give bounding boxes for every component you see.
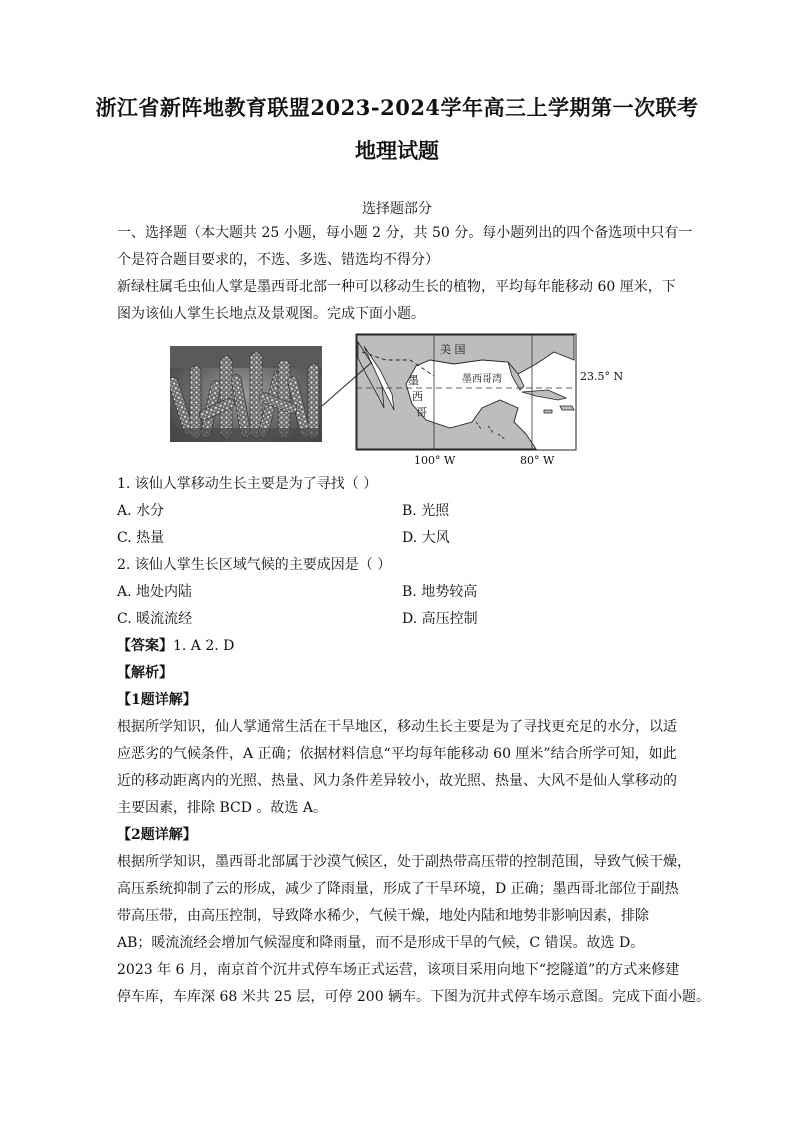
map-label-mexico-1: 墨 (408, 374, 419, 387)
exam-subtitle: 地理试题 (355, 138, 439, 163)
q2-option-a: A. 地处内陆 (117, 584, 193, 600)
next-question-line-2: 停车库，车库深 68 米共 25 层，可停 200 辆车。下图为沉井式停车场示意图。完成下面小题。 (117, 989, 711, 1005)
q1-stem: 1. 该仙人掌移动生长主要是为了寻找（ ） (117, 476, 378, 492)
next-question-line-1: 2023 年 6 月，南京首个沉井式停车场正式运营，该项目采用向地下“挖隧道”的方式来修建 (117, 962, 680, 978)
detail-1-line-2: 应恶劣的气候条件，A 正确；依据材料信息“平均每年能移动 60 厘米”结合所学可知，如此 (117, 746, 677, 762)
detail-1-line-1: 根据所学知识，仙人掌通常生活在干旱地区，移动生长主要是为了寻找更充足的水分，以适 (117, 719, 677, 735)
map-label-gulf: 墨西哥湾 (462, 374, 502, 385)
detail-2-label: 【2题详解】 (117, 827, 197, 843)
location-map (322, 330, 642, 470)
cactus-photo (170, 346, 322, 442)
answer-value: 1. A 2. D (173, 638, 235, 654)
map-label-usa: 美 国 (440, 343, 466, 356)
analysis-label: 【解析】 (117, 665, 173, 681)
detail-1-line-3: 近的移动距离内的光照、热量、风力条件差异较小，故光照、热量、大风不是仙人掌移动的 (117, 773, 677, 789)
answer-line (117, 635, 234, 655)
exam-title: 浙江省新阵地教育联盟2023-2024学年高三上学期第一次联考 (95, 95, 699, 120)
map-label-latitude: 23.5° N (580, 370, 624, 383)
q1-option-b: B. 光照 (402, 503, 450, 519)
map-label-lon-100w: 100° W (414, 454, 456, 467)
map-label-mexico-3: 哥 (416, 406, 427, 419)
map-label-lon-80w: 80° W (520, 454, 555, 467)
q1-option-a: A. 水分 (117, 503, 165, 519)
q1-option-c: C. 热量 (117, 530, 165, 546)
detail-2-line-4: AB；暖流流经会增加气候湿度和降雨量，而不是形成干旱的气候，C 错误。故选 D。 (117, 935, 645, 951)
intro-line-4: 图为该仙人掌生长地点及景观图。完成下面小题。 (117, 306, 425, 322)
q2-option-b: B. 地势较高 (402, 584, 478, 600)
intro-line-3: 新绿柱属毛虫仙人掌是墨西哥北部一种可以移动生长的植物，平均每年能移动 60 厘米，下 (117, 279, 676, 295)
detail-2-line-1: 根据所学知识，墨西哥北部属于沙漠气候区，处于副热带高压带的控制范围，导致气候干燥， (117, 854, 691, 870)
detail-2-line-3: 带高压带，由高压控制，导致降水稀少，气候干燥，地处内陆和地势非影响因素，排除 (117, 908, 649, 924)
detail-1-line-4: 主要因素，排除 BCD 。故选 A。 (117, 800, 327, 816)
intro-line-2: 个是符合题目要求的，不选、多选、错选均不得分） (117, 252, 439, 268)
detail-1-label: 【1题详解】 (117, 692, 197, 708)
answer-label: 【答案】 (117, 638, 173, 654)
section-heading: 选择题部分 (362, 201, 432, 217)
q1-option-d: D. 大风 (402, 530, 450, 546)
detail-2-line-2: 高压系统抑制了云的形成，减少了降雨量，形成了干旱环境，D 正确；墨西哥北部位于副热 (117, 881, 679, 897)
q2-stem: 2. 该仙人掌生长区域气候的主要成因是（ ） (117, 557, 392, 573)
q2-option-c: C. 暖流流经 (117, 611, 193, 627)
intro-line-1: 一、选择题（本大题共 25 小题，每小题 2 分，共 50 分。每小题列出的四个备选项中只有一 (117, 225, 693, 241)
map-label-mexico-2: 西 (412, 390, 423, 403)
q2-option-d: D. 高压控制 (402, 611, 478, 627)
